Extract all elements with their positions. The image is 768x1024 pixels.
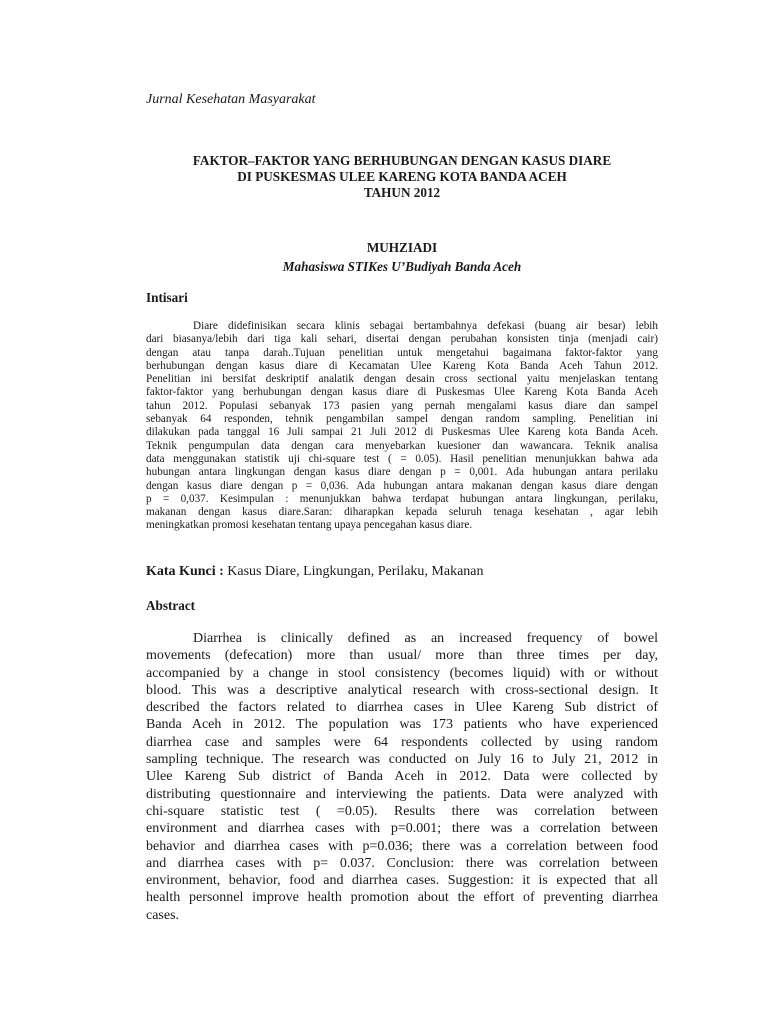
text-line: Ulee Kareng Sub district of Banda Aceh in 2012. Data were collected by [146,769,658,785]
text-line: p = 0,037. Kesimpulan : menunjukkan bahwa terdapat hubungan antara lingkungan, perilaku, [146,492,658,505]
keywords-label: Kata Kunci : [146,564,224,579]
abstract-paragraph [146,630,658,924]
text-line: data menggunakan statistik uji chi-square test ( = 0.05). Hasil penelitian menunjukkan bahwa ada [146,452,658,465]
keywords-value: Kasus Diare, Lingkungan, Perilaku, Makanan [223,564,484,579]
text-line: sampling technique. The research was conducted on July 16 to July 21, 2012 in [146,752,658,768]
title-line: TAHUN 2012 [363,185,441,200]
intisari-heading: Intisari [146,290,188,305]
text-line: Diare didefinisikan secara klinis sebagai bertambahnya defekasi (buang air besar) lebih [193,320,658,332]
author-block [146,238,658,276]
text-line: chi-square statistic test ( =0.05). Results there was correlation between [146,803,658,819]
text-line: dengan atau tanpa darah..Tujuan penelitian untuk mengetahui bagaimana faktor-faktor yang [146,346,658,359]
author-name: MUHZIADI [366,240,438,255]
text-line: environment, behavior, food and diarrhea cases. Suggestion: it is expected that all [146,873,658,889]
text-line: behavior and diarrhea cases with p=0.036; there was a correlation between food [146,838,658,854]
text-line: Banda Aceh in 2012. The population was 173 patients who have experienced [146,717,658,733]
text-line: berhubungan dengan kasus diare di Kecamatan Ulee Kareng Kota Banda Aceh Tahun 2012. [146,359,658,372]
intisari-paragraph [146,320,658,533]
text-line: meningkatkan promosi kesehatan tentang upaya pencegahan kasus diare. [146,519,473,532]
text-line: Teknik pengumpulan data dengan cara menyebarkan kuesioner dan wawancara. Teknik analisa [146,439,658,452]
author-affiliation: Mahasiswa STIKes U’Budiyah Banda Aceh [282,259,522,274]
keywords-line [146,564,484,580]
text-line: accompanied by a change in stool consistency (becomes liquid) with or without [146,665,658,681]
text-line: tahun 2012. Populasi sebanyak 173 pasien yang pernah mengalami kasus diare dan sampel [146,399,658,412]
title-line: FAKTOR–FAKTOR YANG BERHUBUNGAN DENGAN KASUS DIARE [192,153,612,168]
text-line: distributing questionnaire and interviewing the patients. Data were analyzed with [146,786,658,802]
text-line: dilakukan pada tanggal 16 Juli sampai 21 Juli 2012 di Puskesmas Ulee Kareng kota Banda Aceh. [146,426,658,439]
text-line: described the factors related to diarrhea cases in Ulee Kareng Sub district of [146,700,658,716]
text-line: dari biasanya/lebih dari tiga kali sehari, disertai dengan perubahan konsisten tinja (menjadi cair) [146,333,658,346]
text-line: movements (defecation) more than usual/ more than three times per day, [146,648,658,664]
text-line: and diarrhea cases with p= 0.037. Conclusion: there was correlation between [146,855,658,871]
text-line: Diarrhea is clinically defined as an increased frequency of bowel [193,631,658,646]
paper-title [146,153,658,201]
text-line: hubungan antara lingkungan dengan kasus diare dengan p = 0,001. Ada hubungan antara perilaku [146,466,658,479]
text-line: Penelitian ini bersifat deskriptif analatik dengan desain cross sectional yaitu menjelaskan tentang [146,373,658,386]
title-line: DI PUSKESMAS ULEE KARENG KOTA BANDA ACEH [237,169,567,184]
journal-name: Jurnal Kesehatan Masyarakat [146,92,316,107]
text-line: health personnel improve health promotion about the effort of preventing diarrhea [146,890,658,906]
text-line: faktor-faktor yang berhubungan dengan kasus diare di Puskesmas Ulee Kareng Kota Banda Aceh [146,386,658,399]
abstract-heading: Abstract [146,598,196,613]
text-line: dengan kasus diare dengan p = 0,036. Ada hubungan antara makanan dengan kasus diare dengan [146,479,658,492]
text-line: cases. [146,907,180,923]
text-line: diarrhea case and samples were 64 respondents collected by using random [146,734,658,750]
text-line: sebanyak 64 responden, tehnik pengambilan sampel dengan random sampling. Penelitian ini [146,413,658,426]
text-line: makanan dengan kasus diare.Saran: diharapkan kepada seluruh tenaga kesehatan , agar lebih [146,506,658,519]
text-line: blood. This was a descriptive analytical research with cross-sectional design. It [146,682,658,698]
text-line: environment and diarrhea cases with p=0.001; there was a correlation between [146,821,658,837]
